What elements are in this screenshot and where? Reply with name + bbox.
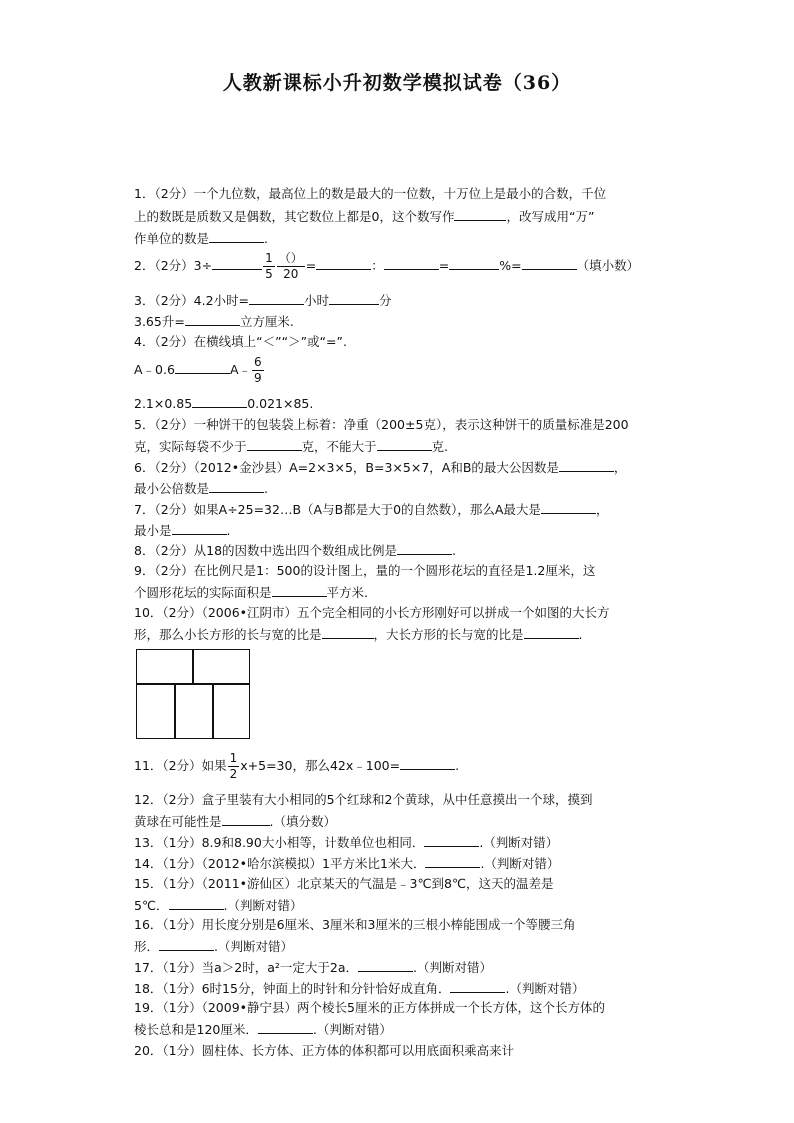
question-12-line-1: 12．（2分）盒子里装有大小相同的5个红球和2个黄球，从中任意摸出一个球，摸到 [134,792,593,807]
answer-blank[interactable] [384,257,439,270]
page-title: 人教新课标小升初数学模拟试卷（36） [222,72,572,94]
answer-blank[interactable] [316,257,371,270]
question-4-line-3: 2.1×0.85 0.021×85. [134,396,314,411]
small-rectangle [174,683,214,739]
question-16-line-1: 16．（1分）用长度分别是6厘米、3厘米和3厘米的三根小棒能围成一个等腰三角 [134,917,576,932]
answer-blank[interactable] [222,813,270,826]
question-9-line-1: 9．（2分）在比例尺是1：500的设计图上，量的一个圆形花坛的直径是1.2厘米，这 [134,563,596,578]
small-rectangle [192,649,250,685]
question-13: 13．（1分）8.9和8.90大小相等，计数单位也相同． .（判断对错） [134,835,559,850]
answer-blank[interactable] [172,522,227,535]
answer-blank[interactable] [524,626,579,639]
answer-blank[interactable] [397,542,452,555]
answer-blank[interactable] [454,208,506,221]
question-3-line-2: 3.65升= 立方厘米. [134,314,294,329]
answer-blank[interactable] [272,584,327,597]
answer-blank[interactable] [358,959,413,972]
answer-blank[interactable] [450,980,505,993]
answer-blank[interactable] [329,292,379,305]
fraction: $\frac{1}{5}$ [265,251,273,281]
answer-blank[interactable] [192,395,247,408]
small-rectangle [212,683,250,739]
fraction: $\frac{()}{20}$ [278,251,303,281]
question-6-line-1: 6．（2分）（2012•金沙县）A=2×3×5，B=3×5×7，A和B的最大公因数是 ， [134,460,627,475]
question-5-line-2: 克，实际每袋不少于 克，不能大于 克. [134,439,449,454]
question-6-line-2: 最小公倍数是 . [134,481,268,496]
question-5-line-1: 5．（2分）一种饼干的包装袋上标着：净重（200±5克），表示这种饼干的质量标准是200 [134,417,629,432]
question-20-line-1: 20．（1分）圆柱体、长方体、正方体的体积都可以用底面积乘高来计 [134,1043,515,1058]
question-4-line-2: A﹣0.6 A﹣ $\frac{6}{9}$ [134,355,262,385]
answer-blank[interactable] [424,834,479,847]
answer-blank[interactable] [258,1021,313,1034]
answer-blank[interactable] [322,626,374,639]
question-7-line-2: 最小是 . [134,523,231,538]
question-10-line-1: 10．（2分）（2006•江阴市）五个完全相同的小长方形刚好可以拼成一个如图的大长方 [134,605,610,620]
answer-blank[interactable] [559,459,614,472]
small-rectangle [136,683,176,739]
answer-blank[interactable] [249,292,304,305]
answer-blank[interactable] [209,230,264,243]
answer-blank[interactable] [209,480,264,493]
answer-blank[interactable] [247,438,302,451]
question-14: 14．（1分）（2012•哈尔滨模拟）1平方米比1米大． .（判断对错） [134,856,560,871]
fraction: $\frac{1}{2}$ [229,751,238,781]
answer-blank[interactable] [175,361,230,374]
answer-blank[interactable] [185,313,240,326]
question-7-line-1: 7．（2分）如果A÷25=32…B（A与B都是大于0的自然数），那么A最大是 ， [134,502,609,517]
answer-blank[interactable] [522,257,577,270]
fraction: $\frac{6}{9}$ [254,355,262,385]
answer-blank[interactable] [425,855,480,868]
question-17: 17．（1分）当a＞2时，a²一定大于2a． .（判断对错） [134,960,492,975]
question-8: 8．（2分）从18的因数中选出四个数组成比例是 . [134,543,457,558]
question-19-line-1: 19．（1分）（2009•静宁县）两个棱长5厘米的正方体拼成一个长方体，这个长方体的 [134,1000,605,1015]
question-1-line-1: 1．（2分）一个九位数，最高位上的数是最大的一位数，十万位上是最小的合数，千位 [134,186,607,201]
question-1-line-3: 作单位的数是 . [134,231,268,246]
rectangle-figure [136,649,250,739]
answer-blank[interactable] [400,757,455,770]
question-11: 11．（2分）如果 $\frac{1}{2}$ x+5=30，那么42x﹣100= . [134,751,460,781]
question-18: 18．（1分）6时15分，钟面上的时针和分针恰好成直角． .（判断对错） [134,981,585,996]
question-19-line-2: 棱长总和是120厘米． .（判断对错） [134,1022,392,1037]
question-3-line-1: 3．（2分）4.2小时= 小时 分 [134,293,392,308]
answer-blank[interactable] [377,438,432,451]
small-rectangle [136,649,194,685]
question-10-line-2: 形，那么小长方形的长与宽的比是 ，大长方形的长与宽的比是 . [134,627,583,642]
answer-blank[interactable] [169,897,224,910]
answer-blank[interactable] [541,501,596,514]
answer-blank[interactable] [212,257,262,270]
question-12-line-2: 黄球在可能性是 .（填分数） [134,814,336,829]
question-1-line-2: 上的数既是质数又是偶数，其它数位上都是0，这个数写作 ，改写成用“万” [134,209,595,224]
question-9-line-2: 个圆形花坛的实际面积是 平方米. [134,585,368,600]
question-4-line-1: 4．（2分）在横线填上“＜”“＞”或“=”. [134,334,347,349]
question-2: 2．（2分）3÷ $\frac{1}{5}$ $\frac{()}{20}$ = ： = %= （填小数） [134,251,640,281]
answer-blank[interactable] [159,938,214,951]
question-15-line-2: 5℃． .（判断对错） [134,898,303,913]
answer-blank[interactable] [449,257,499,270]
question-16-line-2: 形． .（判断对错） [134,939,293,954]
question-15-line-1: 15．（1分）（2011•游仙区）北京某天的气温是﹣3℃到8℃，这天的温差是 [134,876,554,891]
